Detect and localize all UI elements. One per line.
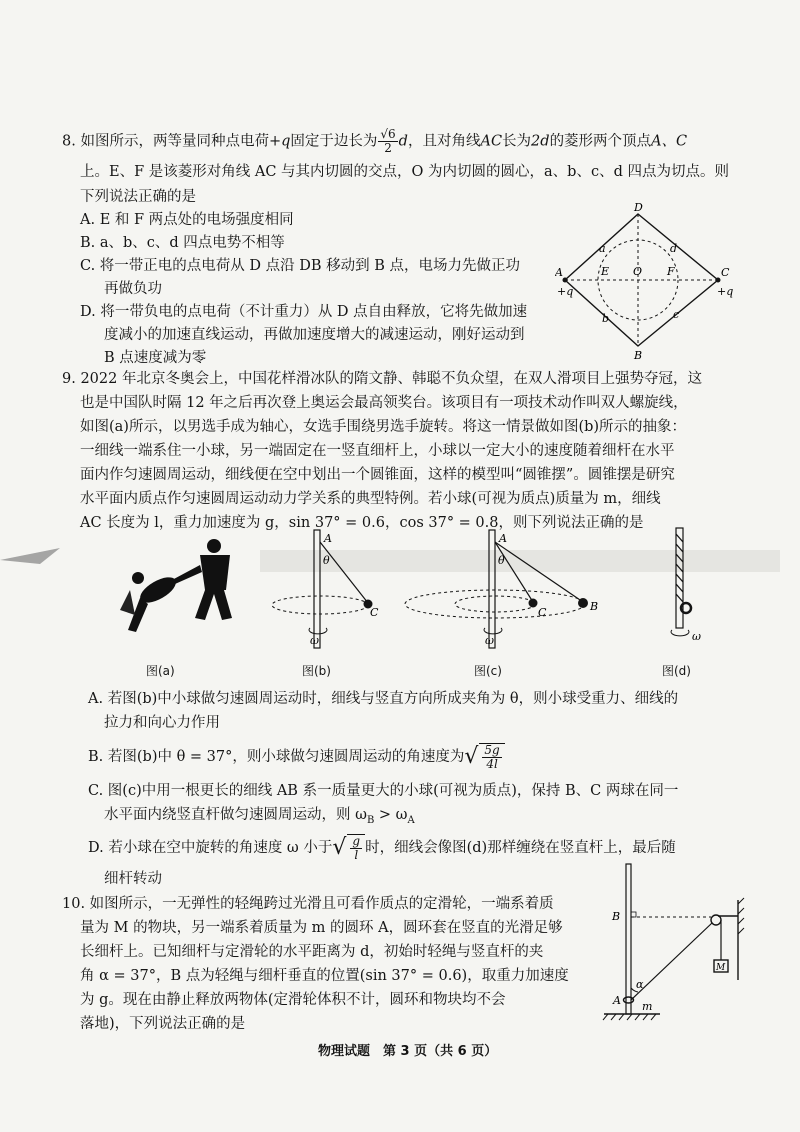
figure-b — [272, 530, 379, 648]
label-a-c: A — [499, 532, 507, 545]
q8-option-b: B. a、b、c、d 四点电势不相等 — [80, 235, 285, 251]
q9-option-a: A. 若图(b)中小球做匀速圆周运动时，细线与竖直方向所成夹角为 θ，则小球受重力、细线的 — [88, 691, 679, 707]
label-a: A — [324, 532, 332, 545]
q10-pulley-diagram — [600, 860, 750, 1025]
label-f: F — [667, 265, 675, 278]
q10-line1: 10. 如图所示，一无弹性的轻绳跨过光滑且可看作质点的定滑轮，一端系着质 — [62, 896, 554, 912]
label-alpha: α — [636, 978, 644, 991]
caption-fig-d: 图(d) — [662, 664, 691, 678]
label-omega-d: ω — [692, 630, 701, 643]
label-m-big: M — [716, 963, 726, 973]
q9-figures — [0, 520, 800, 670]
q8-option-c: C. 将一带正电的点电荷从 D 点沿 DB 移动到 B 点，电场力先做正功 — [80, 258, 521, 274]
fraction: $\frac{√6}{2}$ — [380, 127, 396, 155]
q9-option-d-cont: 细杆转动 — [104, 871, 162, 887]
q9-option-b: B. 若图(b)中 θ = 37°，则小球做匀速圆周运动的角速度为√ $\frac{5g}{4l}$ — [88, 743, 505, 771]
q9-line6: 水平面内质点作匀速圆周运动动力学关系的典型特例。若小球(可视为质点)质量为 m，细线 — [80, 491, 661, 507]
rhombus — [565, 214, 718, 346]
label-b-tangent: b — [602, 312, 610, 325]
label-e: E — [601, 265, 610, 278]
q8-option-d-cont: 度减小的加速直线运动，再做加速度增大的减速运动，刚好运动到 — [104, 327, 525, 343]
caption-fig-a: 图(a) — [146, 664, 175, 678]
label-c-vertex: C — [721, 266, 730, 279]
skaters-photo — [120, 539, 232, 632]
scan-artifact — [0, 548, 60, 564]
label-omega: ω — [310, 634, 319, 647]
q9-line4: 一细线一端系住一小球，另一端固定在一竖直细杆上，小球以一定大小的速度随着细杆在水平 — [80, 443, 675, 459]
label-c: C — [370, 606, 379, 619]
q9-line5: 面内作匀速圆周运动，细线便在空中划出一个圆锥面，这样的模型叫“圆锥摆”。圆锥摆是研究 — [80, 467, 675, 483]
q9-line3: 如图(a)所示，以男选手成为轴心，女选手围绕男选手旋转。将这一情景做如图(b)所示的抽象： — [80, 419, 687, 435]
q8-rhombus-diagram — [555, 200, 735, 360]
label-a-tangent: a — [599, 242, 606, 255]
caption-fig-c: 图(c) — [474, 664, 502, 678]
q9-line2: 也是中国队时隔 12 年之后再次登上奥运会最高领奖台。该项目有一项技术动作叫双人螺旋线， — [80, 395, 688, 411]
charge-a-dot — [563, 278, 568, 283]
q10-line2: 量为 M 的物块，另一端系着质量为 m 的圆环 A，圆环套在竖直的光滑足够 — [80, 920, 563, 936]
q8-line2: 上。E、F 是该菱形对角线 AC 与其内切圆的交点，O 为内切圆的圆心，a、b、c、d 四点为切点。则 — [80, 164, 729, 180]
ground-hatch — [603, 1014, 656, 1020]
label-o: O — [633, 265, 643, 278]
label-theta: θ — [323, 554, 330, 567]
q10-line6: 落地)，下列说法正确的是 — [80, 1016, 246, 1032]
page-footer: 物理试题 第 3 页（共 6 页） — [318, 1044, 498, 1059]
q10-line4: 角 α = 37°，B 点为轻绳与细杆垂直的位置(sin 37° = 0.6)，取重力加速度 — [80, 968, 569, 984]
q10-line5: 为 g。现在由静止释放两物体(定滑轮体积不计，圆环和物块均不会 — [80, 992, 506, 1008]
pulley — [711, 915, 721, 925]
q9-option-a-cont: 拉力和向心力作用 — [104, 715, 220, 731]
right-angle-mark — [631, 912, 636, 917]
figure-d — [671, 528, 701, 643]
q8-option-d-cont2: B 点速度减为零 — [104, 350, 207, 366]
q10-line3: 长细杆上。已知细杆与定滑轮的水平距离为 d，初始时轻绳与竖直杆的夹 — [80, 944, 544, 960]
vertical-rod — [626, 864, 631, 1014]
q9-option-c-cont: 水平面内绕竖直杆做匀速圆周运动，则 $\omega_B > \omega_A$ — [104, 807, 415, 826]
charge-c-dot — [716, 278, 721, 283]
scan-smudge — [260, 550, 780, 572]
q9-line7: AC 长度为 l，重力加速度为 g，sin 37° = 0.6，cos 37° = 0.8，则下列说法正确的是 — [80, 515, 644, 531]
ring-a — [624, 997, 634, 1003]
label-theta-c: θ — [498, 554, 505, 567]
q8-option-c-cont: 再做负功 — [104, 281, 162, 297]
q9-line1: 9. 2022 年北京冬奥会上，中国花样滑冰队的隋文静、韩聪不负众望，在双人滑项目上强势夺冠，这 — [62, 371, 702, 387]
label-m-small: m — [642, 1000, 653, 1013]
label-charge-c: +q — [717, 285, 734, 298]
q9-option-d: D. 若小球在空中旋转的角速度 ω 小于√ $\frac{g}{l}$ 时，细线会像图(d)那样缠绕在竖直杆上，最后随 — [88, 834, 676, 862]
q8-line1: 8. 如图所示，两等量同种点电荷+q固定于边长为 $\frac{√6}{2}$ d，且对角线AC长为2d的菱形两个顶点A、C — [62, 127, 688, 155]
label-b-vertex: B — [634, 349, 643, 360]
label-c-tangent: c — [673, 308, 680, 321]
figure-c — [405, 530, 598, 648]
label-a-vertex: A — [555, 266, 563, 279]
label-a: A — [613, 994, 621, 1007]
label-b-c: B — [590, 600, 599, 613]
label-charge-a: +q — [557, 285, 574, 298]
label-omega-c: ω — [485, 634, 494, 647]
label-b: B — [612, 910, 621, 923]
q8-option-d: D. 将一带负电的点电荷（不计重力）从 D 点自由释放，它将先做加速 — [80, 304, 528, 320]
label-d-tangent: d — [670, 242, 678, 255]
q8-option-a: A. E 和 F 两点处的电场强度相同 — [80, 212, 294, 228]
label-c-c: C — [538, 606, 547, 619]
label-d-vertex: D — [634, 201, 643, 214]
q8-line3: 下列说法正确的是 — [80, 189, 196, 205]
wall-hatch — [738, 898, 744, 934]
q9-option-c: C. 图(c)中用一根更长的细线 AB 系一质量更大的小球(可视为质点)，保持 B、C 两球在同一 — [88, 783, 679, 799]
caption-fig-b: 图(b) — [302, 664, 331, 678]
